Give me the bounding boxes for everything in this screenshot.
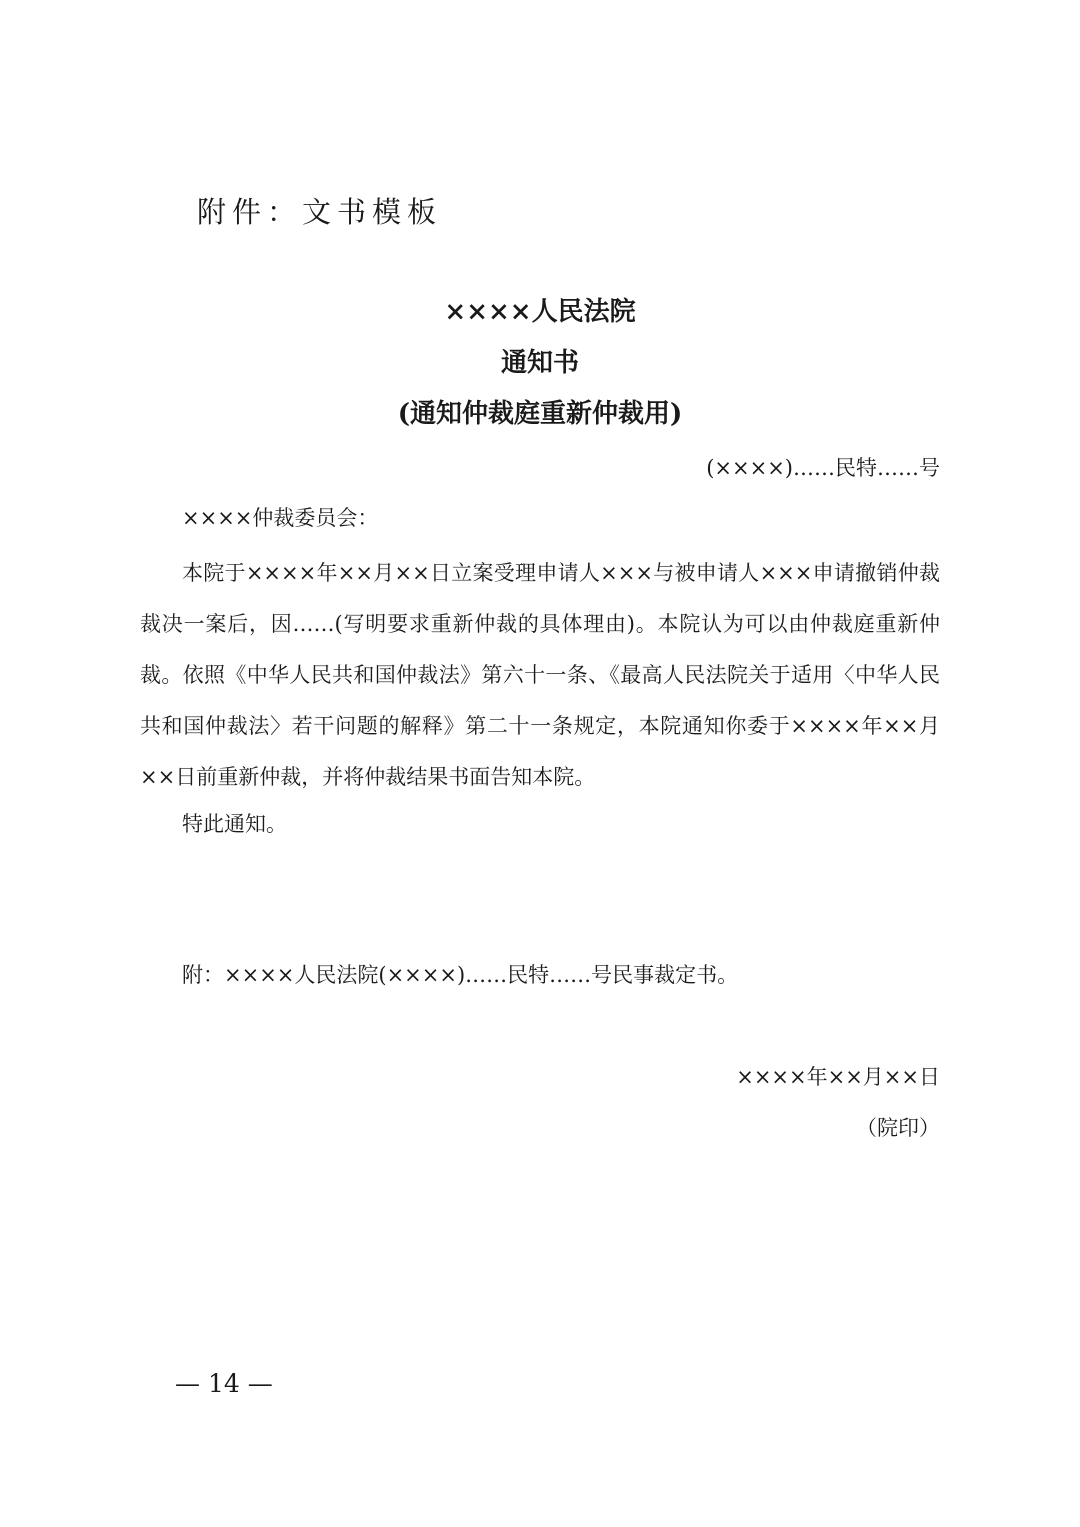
document-type-title: 通知书 <box>500 348 579 378</box>
body-paragraph: 本院于××××年××月××日立案受理申请人×××与被申请人×××申请撤销仲裁裁决一案后，因……(写明要求重新仲裁的具体理由)。本院认为可以由仲裁庭重新仲裁。依照《中华人民共和国仲裁法》第六十一条、《最高人民法院关于适用〈中华人民共和国仲裁法〉若干问题的解释》第二十一条规定，本院通知你委于××××年××月××日前重新仲裁，并将仲裁结果书面告知本院。 <box>140 561 940 789</box>
court-name-title: ××××人民法院 <box>444 297 636 327</box>
signature-date: ××××年××月××日 <box>736 1065 940 1089</box>
document-subtitle: (通知仲裁庭重新仲裁用) <box>397 399 683 429</box>
closing-line: 特此通知。 <box>182 812 287 836</box>
attachment-label: 附件：文书模板 <box>197 195 443 229</box>
court-seal-label: （院印） <box>856 1116 940 1140</box>
recipient-line: ××××仲裁委员会： <box>182 506 379 530</box>
case-number: (××××)……民特……号 <box>706 456 940 480</box>
page-number: — 14 — <box>175 1369 273 1398</box>
attachment-note: 附：××××人民法院(××××)……民特……号民事裁定书。 <box>182 963 739 987</box>
